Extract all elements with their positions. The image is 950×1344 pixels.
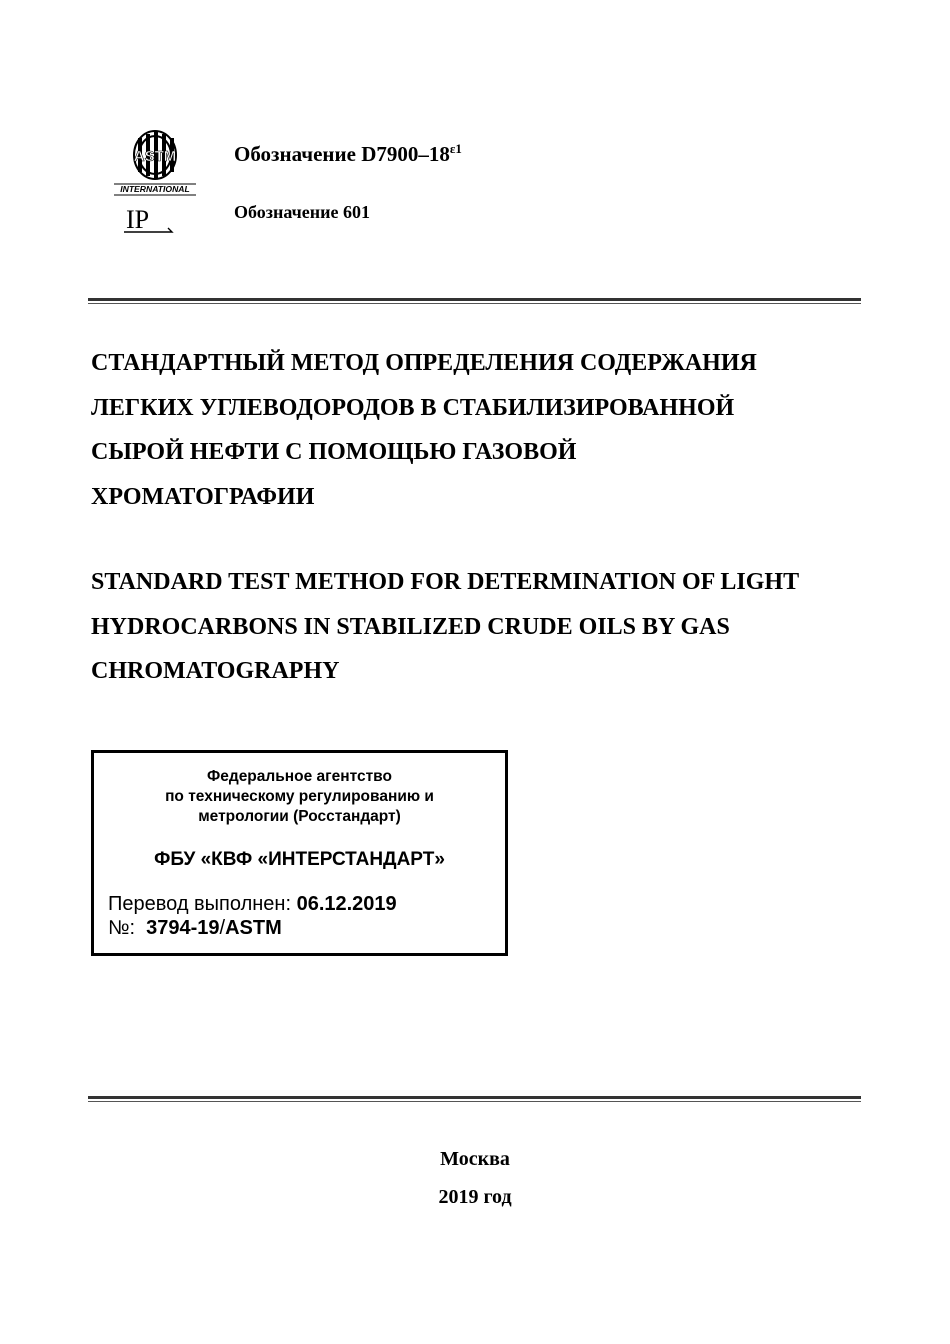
designation-label: Обозначение D7900–18 (234, 142, 450, 166)
stamp-number (108, 917, 282, 940)
stamp-translation-date (108, 893, 397, 916)
designation-astm (234, 142, 462, 167)
number-label: №: (108, 917, 136, 939)
title-ru-line: СЫРОЙ НЕФТИ С ПОМОЩЬЮ ГАЗОВОЙ (91, 439, 577, 465)
title-en-line: HYDROCARBONS IN STABILIZED CRUDE OILS BY GAS (91, 613, 730, 640)
title-russian (91, 341, 858, 519)
designation-superscript: ε1 (449, 141, 462, 156)
stamp-organization: ФБУ «КВФ «ИНТЕРСТАНДАРТ» (154, 849, 445, 870)
bottom-divider (88, 1096, 861, 1102)
number-suffix: ASTM (225, 917, 282, 939)
title-en-line: CHROMATOGRAPHY (91, 658, 340, 684)
footer-city: Москва (440, 1148, 510, 1170)
translation-stamp (91, 750, 508, 956)
title-ru-line: ХРОМАТОГРАФИИ (91, 483, 315, 510)
translated-label: Перевод выполнен: (108, 893, 292, 915)
number-separator: / (219, 917, 226, 939)
stamp-agency (94, 767, 505, 827)
astm-logo (112, 128, 198, 198)
astm-logo-international: INTERNATIONAL (120, 184, 190, 194)
title-en-line: STANDARD TEST METHOD FOR DETERMINATION OF LIGHT (91, 569, 800, 595)
ip-logo (122, 204, 176, 234)
top-divider (88, 298, 861, 304)
footer-year: 2019 год (438, 1186, 512, 1208)
designation-ip: Обозначение 601 (234, 202, 371, 222)
ip-logo-text: IP (126, 205, 150, 234)
stamp-agency-line: по техническому регулированию и (165, 788, 434, 805)
stamp-agency-line: метрологии (Росстандарт) (198, 808, 401, 825)
title-ru-line: СТАНДАРТНЫЙ МЕТОД ОПРЕДЕЛЕНИЯ СОДЕРЖАНИЯ (91, 350, 757, 376)
title-english (91, 560, 858, 694)
number-value: 3794-19 (146, 917, 220, 939)
astm-logo-text: ASTM (133, 148, 177, 165)
stamp-agency-line: Федеральное агентство (207, 768, 392, 785)
translated-date: 06.12.2019 (296, 893, 397, 915)
title-ru-line: ЛЕГКИХ УГЛЕВОДОРОДОВ В СТАБИЛИЗИРОВАННОЙ (91, 394, 735, 421)
